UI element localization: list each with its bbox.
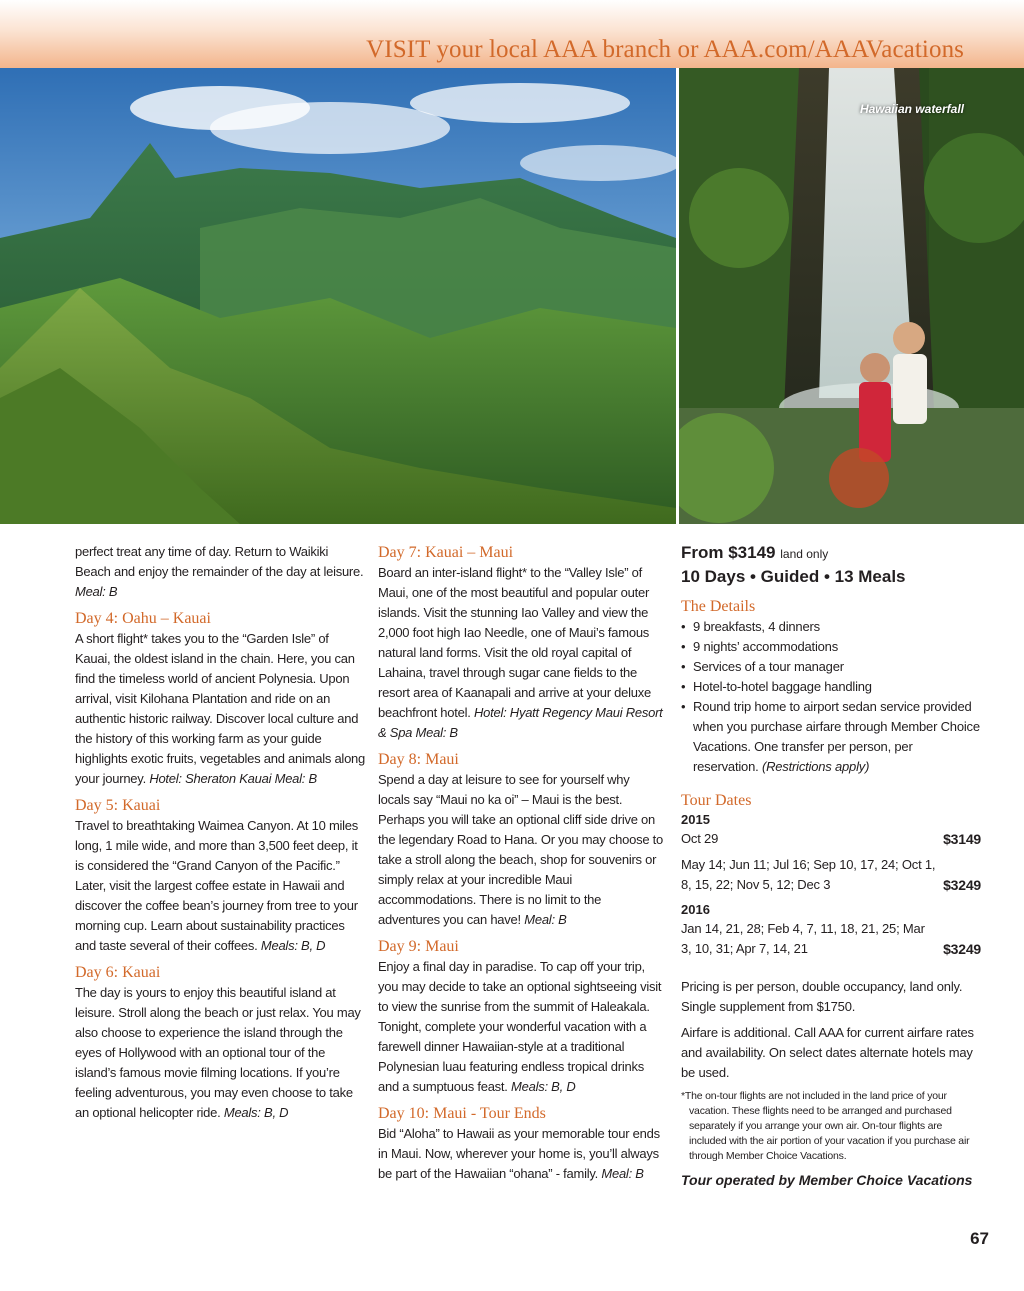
day-10-paragraph	[378, 1124, 664, 1184]
day-10-title: Day 10: Maui - Tour Ends	[378, 1105, 546, 1122]
date-row	[681, 829, 981, 849]
details-item	[681, 617, 981, 637]
details-item-text: 9 nights’ accommodations	[693, 639, 839, 654]
day-5-meal: Meals: B, D	[260, 938, 326, 953]
day-10-text: Bid “Aloha” to Hawaii as your memorable tour ends in Maui. Now, wherever your home is, you’ll always be part of the Hawaiian “ohana” - family.	[378, 1126, 660, 1181]
day-5-title: Day 5: Kauai	[75, 797, 161, 814]
day-7-title: Day 7: Kauai – Maui	[378, 544, 514, 561]
day-6-text: The day is yours to enjoy this beautiful island at leisure. Stroll along the beach or just relax. You may also choose to experience the island through the eyes of Hollywood with an optional tour of the island’s famous movie filming locations. If you’re feeling adventurous, you may even choose to take an optional helicopter ride.	[75, 985, 361, 1120]
day-4-text: A short flight* takes you to the “Garden Isle” of Kauai, the oldest island in the chain. Here, you can find the timeless world of ancient Polynesia. Upon arrival, visit Kilohana Plantation and ride on an authentic historic railway. Discover local culture and the history of this working farm as your guide highlights exotic fruits, vegetables and animals along your journey.	[75, 631, 366, 786]
details-item	[681, 677, 981, 697]
day-9-title: Day 9: Maui	[378, 938, 459, 955]
date-row-dates: May 14; Jun 11; Jul 16; Sep 10, 17, 24; Oct 1, 8, 15, 22; Nov 5, 12; Dec 3	[681, 857, 936, 892]
year-label: 2016	[681, 902, 710, 917]
price-headline	[681, 542, 981, 565]
itinerary-column-2	[378, 542, 664, 1184]
date-row	[681, 855, 981, 895]
header-link-text[interactable]: VISIT your local AAA branch or AAA.com/AAAVacations	[366, 36, 964, 63]
details-item	[681, 637, 981, 657]
year-label: 2015	[681, 812, 710, 827]
waterfall-caption: Hawaiian waterfall	[859, 102, 964, 116]
tour-operator: Tour operated by Member Choice Vacations	[681, 1172, 973, 1188]
details-heading: The Details	[681, 598, 756, 615]
day-5-text: Travel to breathtaking Waimea Canyon. At 10 miles long, 1 mile wide, and more than 3,500 feet deep, it is considered the “Grand Canyon of the Pacific.” Later, visit the largest coffee estate in Hawaii and discover the coffee bean’s journey from tree to your morning cup. Learn about sustainability practices and taste several of their coffees.	[75, 818, 359, 953]
price-value: From $3149	[681, 543, 776, 562]
day-6-paragraph	[75, 983, 367, 1123]
waterfall-photo	[679, 68, 1024, 524]
details-item	[681, 657, 981, 677]
pricing-note: Pricing is per person, double occupancy, land only. Single supplement from $1750.	[681, 979, 963, 1014]
details-item-text: Round trip home to airport sedan service provided when you purchase airfare through Member Choice Vacations. One transfer per person, per reservation.	[693, 699, 980, 774]
day-9-text: Enjoy a final day in paradise. To cap off your trip, you may decide to take an optional sightseeing visit to view the sunrise from the summit of Haleakala. Tonight, complete your wonderful vacation with a farewell dinner Hawaiian-style at a traditional Polynesian luau featuring endless tropical drinks and a sumptuous feast.	[378, 959, 662, 1094]
details-item-text: Hotel-to-hotel baggage handling	[693, 679, 872, 694]
day-8-title: Day 8: Maui	[378, 751, 459, 768]
intro-text: perfect treat any time of day. Return to Waikiki Beach and enjoy the remainder of the day at leisure.	[75, 544, 364, 579]
day-5-paragraph	[75, 816, 367, 956]
airfare-note: Airfare is additional. Call AAA for current airfare rates and availability. On select dates alternate hotels may be used.	[681, 1025, 974, 1080]
details-list	[681, 617, 981, 777]
date-row-dates: Jan 14, 21, 28; Feb 4, 7, 11, 18, 21, 25; Mar 3, 10, 31; Apr 7, 14, 21	[681, 921, 925, 956]
day-7-meal: Hotel: Hyatt Regency Maui Resort & Spa Meal: B	[378, 705, 663, 740]
waimea-canyon-photo	[0, 68, 676, 524]
date-row-price: $3249	[943, 877, 981, 893]
date-row-price: $3149	[943, 831, 981, 847]
day-4-meal: Hotel: Sheraton Kauai Meal: B	[149, 771, 317, 786]
day-8-text: Spend a day at leisure to see for yourself why locals say “Maui no ka oi” – Maui is the best. Perhaps you will take an optional cliff side drive on the legendary Road to Hana. Or you may choose to take a stroll along the beach, shop for souvenirs or simply relax at your incredible Maui accommodations. There is no limit to the adventures you can have!	[378, 772, 664, 927]
day-10-meal: Meal: B	[601, 1166, 644, 1181]
restrictions-note: (Restrictions apply)	[761, 759, 870, 774]
details-item	[681, 697, 981, 777]
itinerary-column-1	[75, 542, 367, 1123]
details-item-text: 9 breakfasts, 4 dinners	[693, 619, 820, 634]
intro-meal: Meal: B	[75, 584, 118, 599]
price-suffix: land only	[780, 547, 829, 561]
header-band	[0, 0, 1024, 68]
flights-footnote: *The on-tour flights are not included in the land price of your vacation. These flights need to be arranged and purchased separately if you arrange your own air. On-tour flights are included with the air portion of your vacation if you purchase air through Member Choice Vacations.	[681, 1090, 970, 1162]
day-4-title: Day 4: Oahu – Kauai	[75, 610, 211, 627]
tour-dates-heading: Tour Dates	[681, 792, 752, 809]
day-7-text: Board an inter-island flight* to the “Valley Isle” of Maui, one of the most beautiful and popular outer islands. Visit the stunning Iao Valley and view the 2,000 foot high Iao Needle, one of Maui’s famous natural land forms. Visit the old royal capital of Lahaina, travel through sugar cane fields to the resort area of Kaanapali and arrive at your deluxe beachfront hotel.	[378, 565, 651, 720]
date-row	[681, 919, 981, 959]
day-6-meal: Meals: B, D	[223, 1105, 289, 1120]
day-8-meal: Meal: B	[524, 912, 567, 927]
day-4-paragraph	[75, 629, 367, 789]
page-number: 67	[970, 1229, 989, 1248]
details-item-text: Services of a tour manager	[693, 659, 844, 674]
day-8-paragraph	[378, 770, 664, 930]
day-7-paragraph	[378, 563, 664, 743]
day-6-title: Day 6: Kauai	[75, 964, 161, 981]
tour-duration: 10 Days • Guided • 13 Meals	[681, 567, 906, 586]
date-row-dates: Oct 29	[681, 831, 719, 846]
day-9-paragraph	[378, 957, 664, 1097]
intro-paragraph	[75, 542, 367, 602]
day-9-meal: Meals: B, D	[511, 1079, 576, 1094]
date-row-price: $3249	[943, 941, 981, 957]
tour-details-column	[681, 542, 981, 1190]
